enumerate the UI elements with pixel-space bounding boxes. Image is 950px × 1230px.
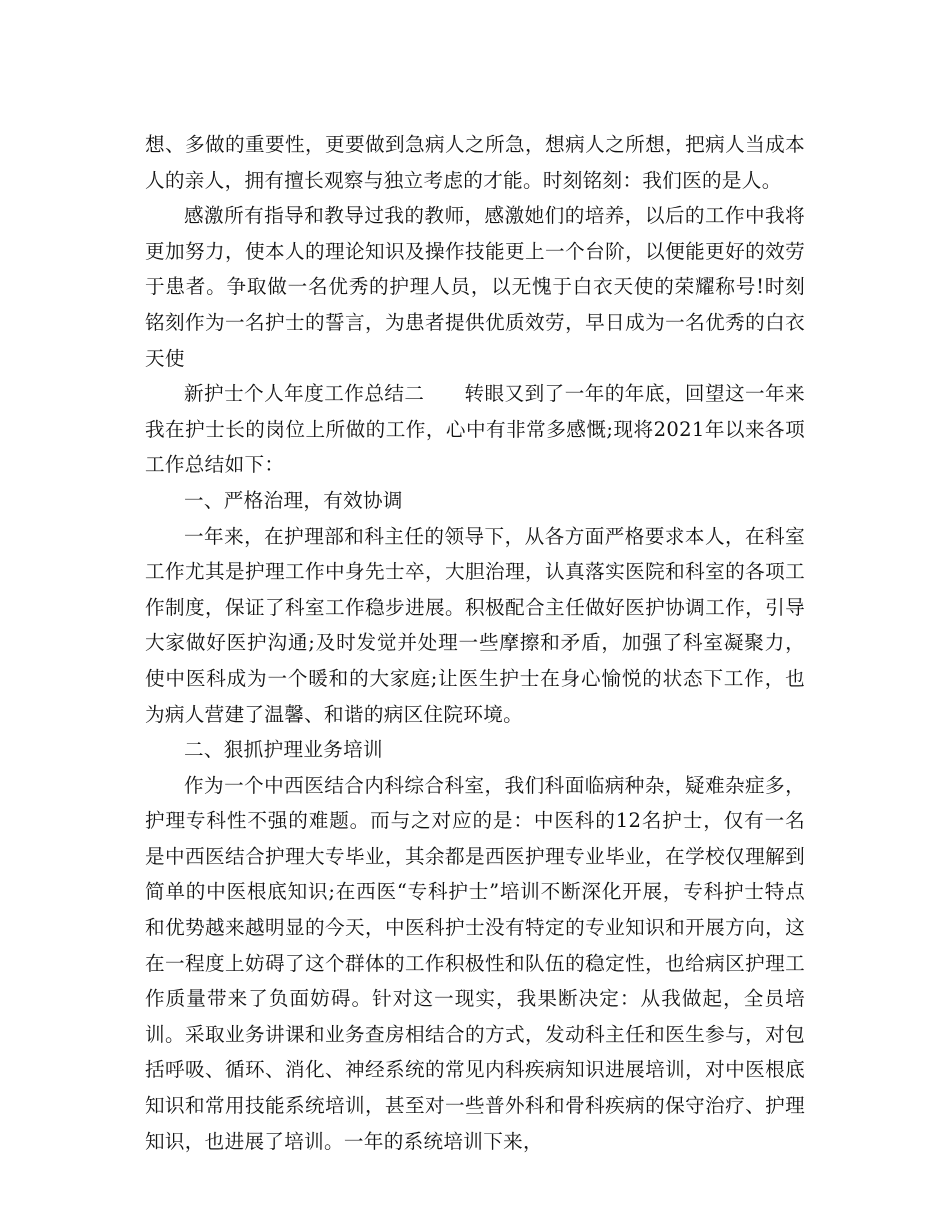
paragraph-section-two: 作为一个中西医结合内科综合科室，我们科面临病种杂，疑难杂症多，护理专科性不强的难题。而与之对应的是：中医科的12名护士，仅有一名是中西医结合护理大专毕业，其余都是西医护理专业毕业，在学校仅理解到简单的中医根底知识;在西医“专科护士”培训不断深化开展，专科护士特点和优势越来越明显的今天，中医科护士没有特定的专业知识和开展方向，这在一程度上妨碍了这个群体的工作积极性和队伍的稳定性，也给病区护理工作质量带来了负面妨碍。针对这一现实，我果断决定：从我做起，全员培训。采取业务讲课和业务查房相结合的方式，发动科主任和医生参与，对包括呼吸、循环、消化、神经系统的常见内科疾病知识进展培训，对中医根底知识和常用技能系统培训，甚至对一些普外科和骨科疾病的保守治疗、护理知识，也进展了培训。一年的系统培训下来， [145,773,805,1153]
paragraph-continuation: 想、多做的重要性，更要做到急病人之所急，想病人之所想，把病人当成本人的亲人，拥有擅长观察与独立考虑的才能。时刻铭刻：我们医的是人。 [145,133,805,192]
paragraph-section-one: 一年来，在护理部和科主任的领导下，从各方面严格要求本人，在科室工作尤其是护理工作中身先士卒，大胆治理，认真落实医院和科室的各项工作制度，保证了科室工作稳步进展。积极配合主任做好医护协调工作，引导大家做好医护沟通;及时发觉并处理一些摩擦和矛盾，加强了科室凝聚力，使中医科成为一个暖和的大家庭;让医生护士在身心愉悦的状态下工作，也为病人营建了温馨、和谐的病区住院环境。 [145,524,805,726]
paragraph-thanks: 感激所有指导和教导过我的教师，感激她们的培养，以后的工作中我将更加努力，使本人的理论知识及操作技能更上一个台阶，以便能更好的效劳于患者。争取做一名优秀的护理人员，以无愧于白衣天使的荣耀称号!时刻铭刻作为一名护士的誓言，为患者提供优质效劳，早日成为一名优秀的白衣天使 [145,204,805,370]
section-heading-two: 二、狠抓护理业务培训 [184,738,383,762]
paragraph-summary-two: 新护士个人年度工作总结二 转眼又到了一年的年底，回望这一年来我在护士长的岗位上所做的工作，心中有非常多感慨;现将2021年以来各项工作总结如下： [145,382,805,477]
document-page [145,127,805,1159]
section-heading-one: 一、严格治理，有效协调 [184,488,403,512]
